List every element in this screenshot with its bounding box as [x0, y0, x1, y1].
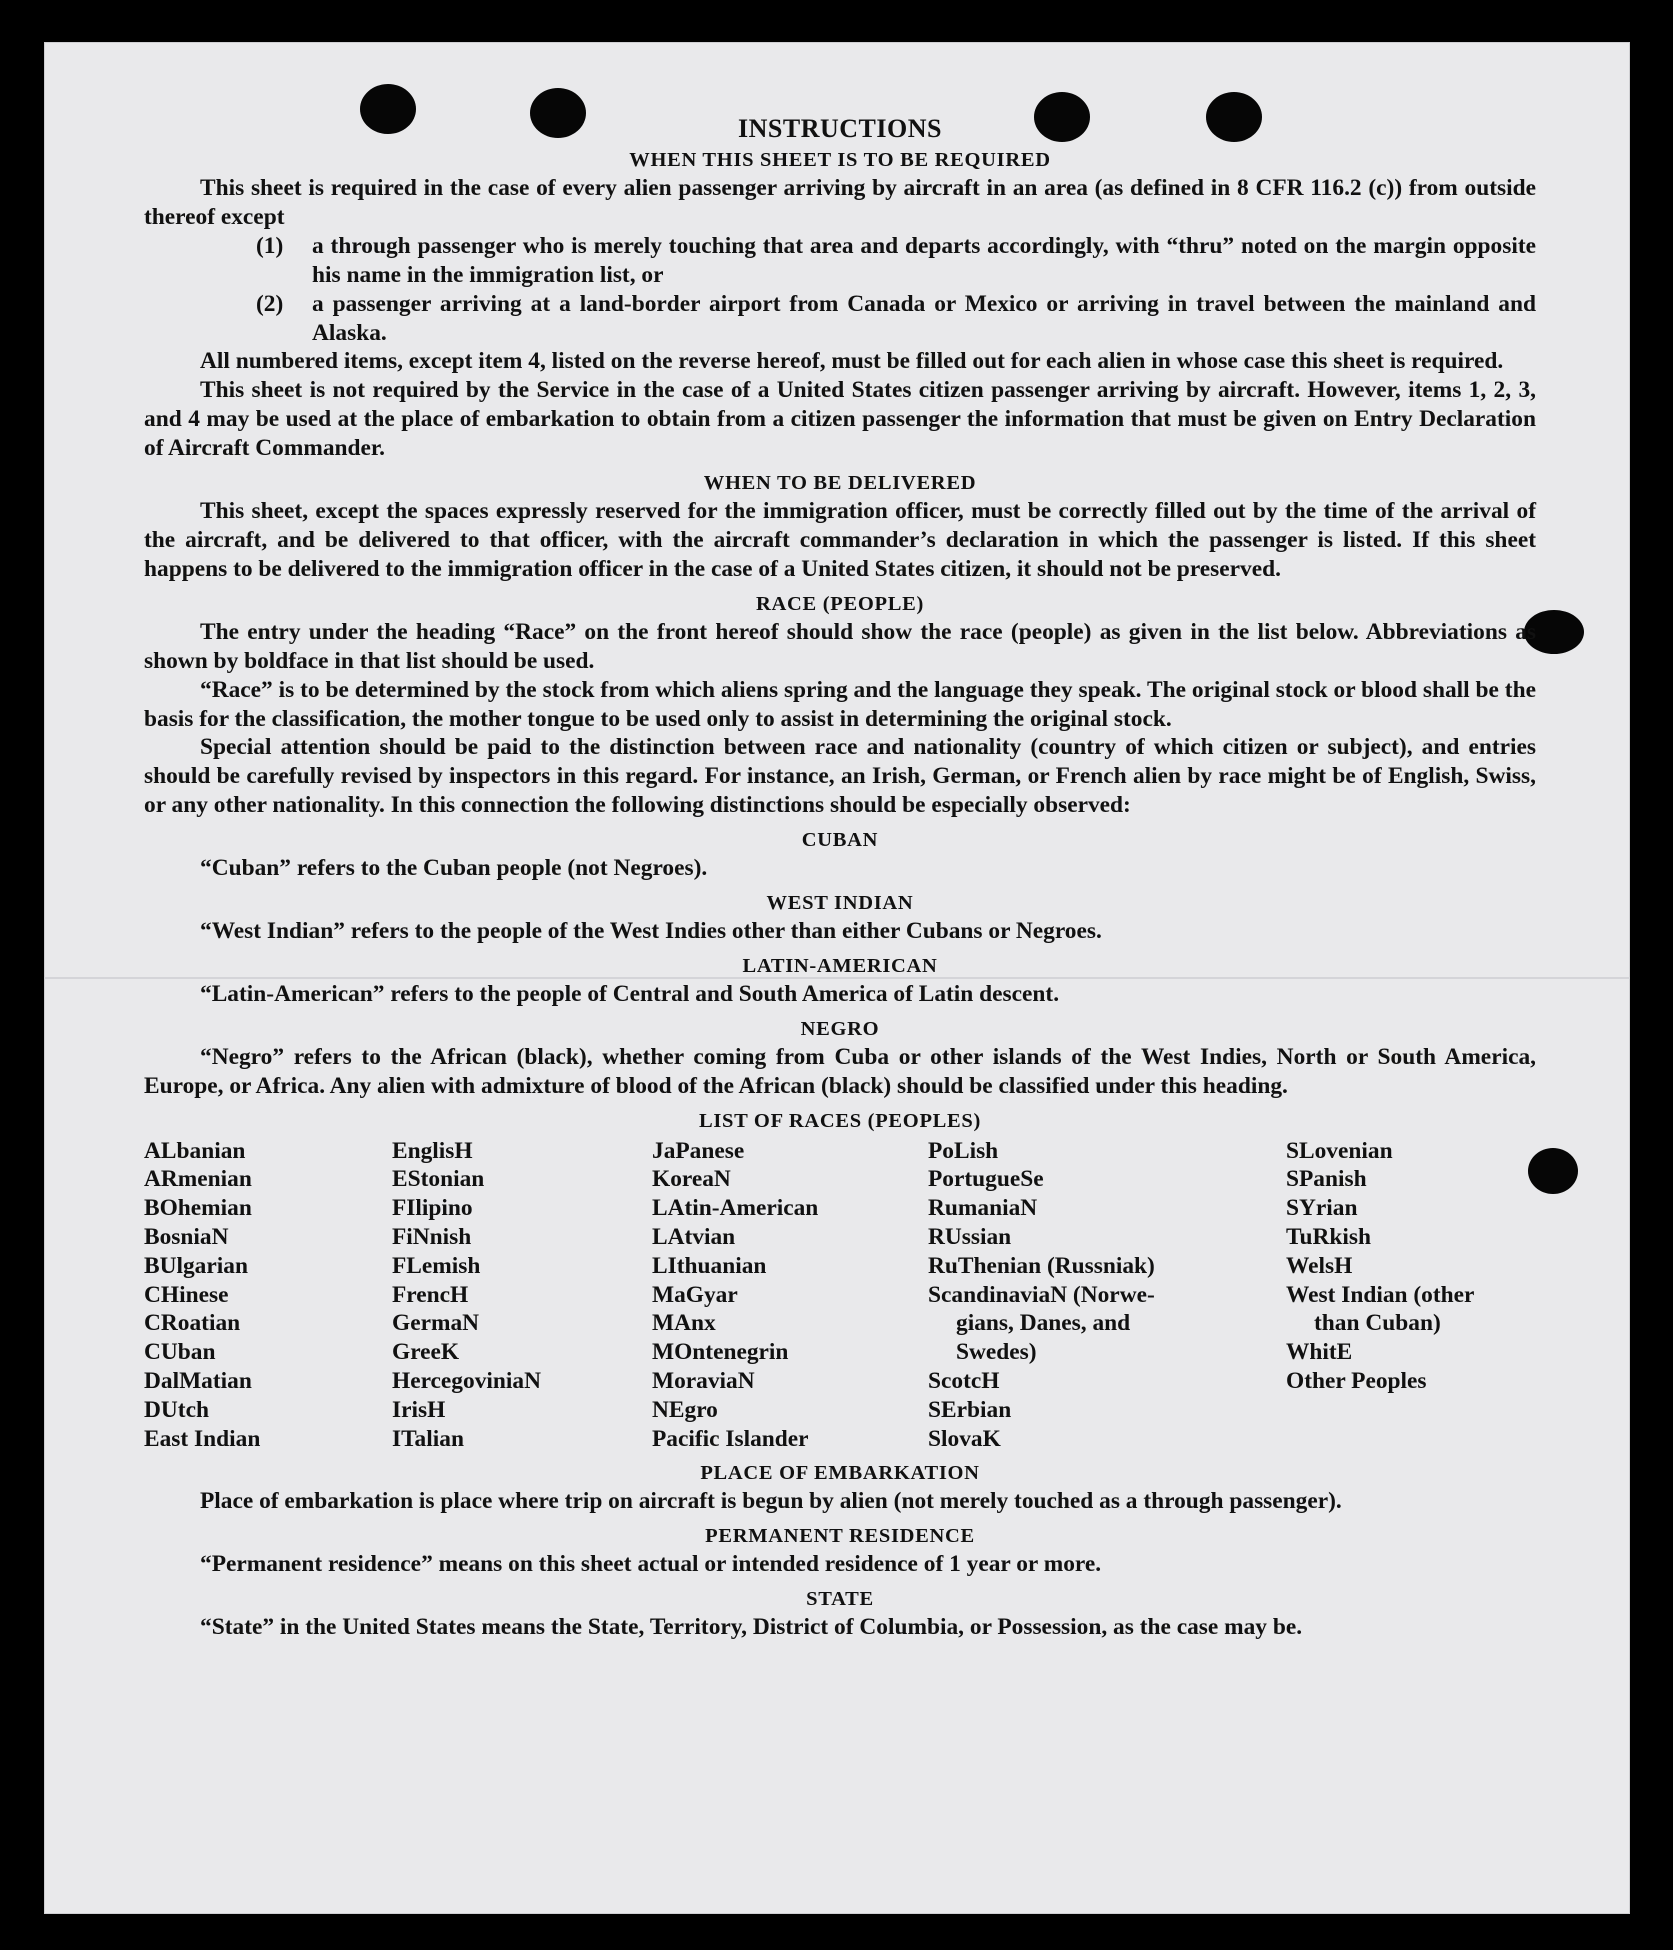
race-entry: SErbian: [928, 1396, 1012, 1423]
race-entry: LIthuanian: [652, 1252, 767, 1279]
paragraph: The entry under the heading “Race” on the front hereof should show the race (people) as given in the list below. Abbreviations as shown by boldface in that list should be used.: [144, 618, 1536, 674]
race-column: [392, 1137, 652, 1454]
race-entry: East Indian: [144, 1425, 261, 1452]
race-entry: WhitE: [1286, 1339, 1353, 1366]
race-entry: BosniaN: [144, 1224, 229, 1251]
section-heading: WEST INDIAN: [766, 892, 914, 915]
race-entry: GermaN: [392, 1310, 480, 1337]
paragraph: This sheet, except the spaces expressly reserved for the immigration officer, must be correctly filled out by the time of the arrival of the aircraft, and be delivered to that officer, with the aircraft commander’s declaration in which the passenger is listed. If this sheet happens to be delivered to the immigration officer in the case of a United States citizen, it should not be preserved.: [144, 498, 1536, 582]
section-heading: PLACE OF EMBARKATION: [700, 1462, 980, 1485]
instructions-text: [144, 112, 1536, 1642]
race-entry: DalMatian: [144, 1368, 252, 1395]
race-entry: TuRkish: [1286, 1224, 1371, 1251]
paragraph: “West Indian” refers to the people of the West Indies other than either Cubans or Negroes.: [200, 918, 1102, 945]
race-entry: FiNnish: [392, 1224, 472, 1251]
race-entry: RumaniaN: [928, 1195, 1038, 1222]
race-entry: PortugueSe: [928, 1166, 1044, 1193]
race-entry: NEgro: [652, 1396, 718, 1423]
race-entry: ITalian: [392, 1425, 464, 1452]
race-entry: Pacific Islander: [652, 1425, 809, 1452]
page-title: INSTRUCTIONS: [738, 114, 942, 143]
race-entry: CHinese: [144, 1281, 229, 1308]
paragraph: “State” in the United States means the State, Territory, District of Columbia, or Possession, as the case may be.: [200, 1614, 1303, 1641]
section-heading: WHEN THIS SHEET IS TO BE REQUIRED: [629, 149, 1051, 171]
race-entry: MoraviaN: [652, 1368, 755, 1395]
section-heading: NEGRO: [800, 1017, 880, 1040]
race-entry: GreeK: [392, 1339, 460, 1366]
paragraph: “Race” is to be determined by the stock from which aliens spring and the language they speak. The original stock or blood shall be the basis for the classification, the mother tongue to be used only to assist in determining the original stock.: [144, 676, 1536, 732]
race-entry: ALbanian: [144, 1137, 246, 1164]
item-number: (1): [256, 232, 284, 259]
document-page: [44, 42, 1630, 1914]
section-heading: RACE (PEOPLE): [756, 592, 924, 615]
race-entry: West Indian (other: [1286, 1281, 1475, 1308]
section-heading: WHEN TO BE DELIVERED: [703, 472, 977, 495]
race-entry: KoreaN: [652, 1166, 731, 1193]
race-entry: EnglisH: [392, 1137, 473, 1164]
race-entry: BUlgarian: [144, 1252, 248, 1279]
section-heading: PERMANENT RESIDENCE: [705, 1525, 975, 1548]
race-entry: DUtch: [144, 1396, 209, 1423]
race-entry: JaPanese: [652, 1137, 745, 1164]
race-entry: WelsH: [1286, 1252, 1353, 1279]
race-entry: IrisH: [392, 1396, 446, 1423]
race-entry: MOntenegrin: [652, 1339, 789, 1366]
paragraph: “Negro” refers to the African (black), whether coming from Cuba or other islands of the West Indies, North or South America, Europe, or Africa. Any alien with admixture of blood of the African (black) should be classified under this heading.: [144, 1043, 1536, 1099]
paragraph: All numbered items, except item 4, listed on the reverse hereof, must be filled out for each alien in whose case this sheet is required.: [200, 348, 1504, 375]
paragraph: “Latin-American” refers to the people of Central and South America of Latin descent.: [200, 980, 1060, 1007]
race-column: [652, 1137, 928, 1454]
paragraph: “Permanent residence” means on this sheet actual or intended residence of 1 year or more.: [200, 1551, 1102, 1578]
race-entry-continuation: than Cuban): [1314, 1310, 1441, 1337]
paragraph: This sheet is required in the case of every alien passenger arriving by aircraft in an area (as defined in 8 CFR 116.2 (c)) from outside thereof except: [144, 175, 1536, 230]
section-heading: LATIN-AMERICAN: [742, 954, 938, 977]
race-entry: FIlipino: [392, 1195, 473, 1222]
list-item: [144, 290, 1536, 348]
race-entry: SlovaK: [928, 1425, 1001, 1452]
section-heading: LIST OF RACES (PEOPLES): [698, 1109, 982, 1132]
list-item: [144, 232, 1536, 290]
race-entry-continuation: gians, Danes, and: [956, 1310, 1131, 1337]
race-entry: PoLish: [928, 1137, 999, 1164]
race-entry: FrencH: [392, 1281, 469, 1308]
race-column: [928, 1137, 1286, 1454]
race-entry: ScandinaviaN (Norwe-: [928, 1281, 1155, 1308]
paragraph: Special attention should be paid to the distinction between race and nationality (country of which citizen or subject), and entries should be carefully revised by inspectors in this regard. For instance, an Irish, German, or French alien by race might be of English, Swiss, or any other nationality. In this connection the following distinctions should be especially observed:: [144, 734, 1536, 819]
race-entry: BOhemian: [144, 1195, 252, 1222]
race-entry: RUssian: [928, 1224, 1012, 1251]
race-entry: FLemish: [392, 1252, 481, 1279]
race-entry: RuThenian (Russniak): [928, 1252, 1155, 1279]
race-entry: HercegoviniaN: [392, 1368, 541, 1395]
race-list: [144, 1137, 1536, 1454]
race-entry: Other Peoples: [1286, 1368, 1427, 1395]
race-entry: SYrian: [1286, 1195, 1358, 1222]
race-entry: MAnx: [652, 1310, 716, 1337]
paragraph: “Cuban” refers to the Cuban people (not Negroes).: [200, 855, 708, 882]
race-entry: SPanish: [1286, 1166, 1367, 1193]
race-entry: ScotcH: [928, 1368, 1000, 1395]
race-column: [144, 1137, 392, 1454]
race-entry: CRoatian: [144, 1310, 241, 1337]
race-entry: SLovenian: [1286, 1137, 1393, 1164]
race-entry: LAtvian: [652, 1224, 736, 1251]
paragraph: Place of embarkation is place where trip on aircraft is begun by alien (not merely touched as a through passenger).: [200, 1488, 1342, 1515]
section-heading: CUBAN: [801, 829, 879, 852]
item-text: a through passenger who is merely touching that area and departs accordingly, with “thru” noted on the margin opposite his name in the immigration list, or: [312, 232, 1536, 288]
item-number: (2): [256, 290, 284, 317]
race-entry-continuation: Swedes): [956, 1339, 1037, 1366]
race-entry: MaGyar: [652, 1281, 738, 1308]
item-text: a passenger arriving at a land-border airport from Canada or Mexico or arriving in travel between the mainland and Alaska.: [312, 290, 1536, 346]
race-entry: LAtin-American: [652, 1195, 819, 1222]
race-column: [1286, 1137, 1536, 1454]
race-entry: CUban: [144, 1339, 216, 1366]
paragraph: This sheet is not required by the Service in the case of a United States citizen passenger arriving by aircraft. However, items 1, 2, 3, and 4 may be used at the place of embarkation to obtain from a citizen passenger the information that must be given on Entry Declaration of Aircraft Commander.: [144, 377, 1536, 462]
race-entry: ARmenian: [144, 1166, 252, 1193]
race-entry: EStonian: [392, 1166, 485, 1193]
section-heading: STATE: [806, 1588, 874, 1611]
